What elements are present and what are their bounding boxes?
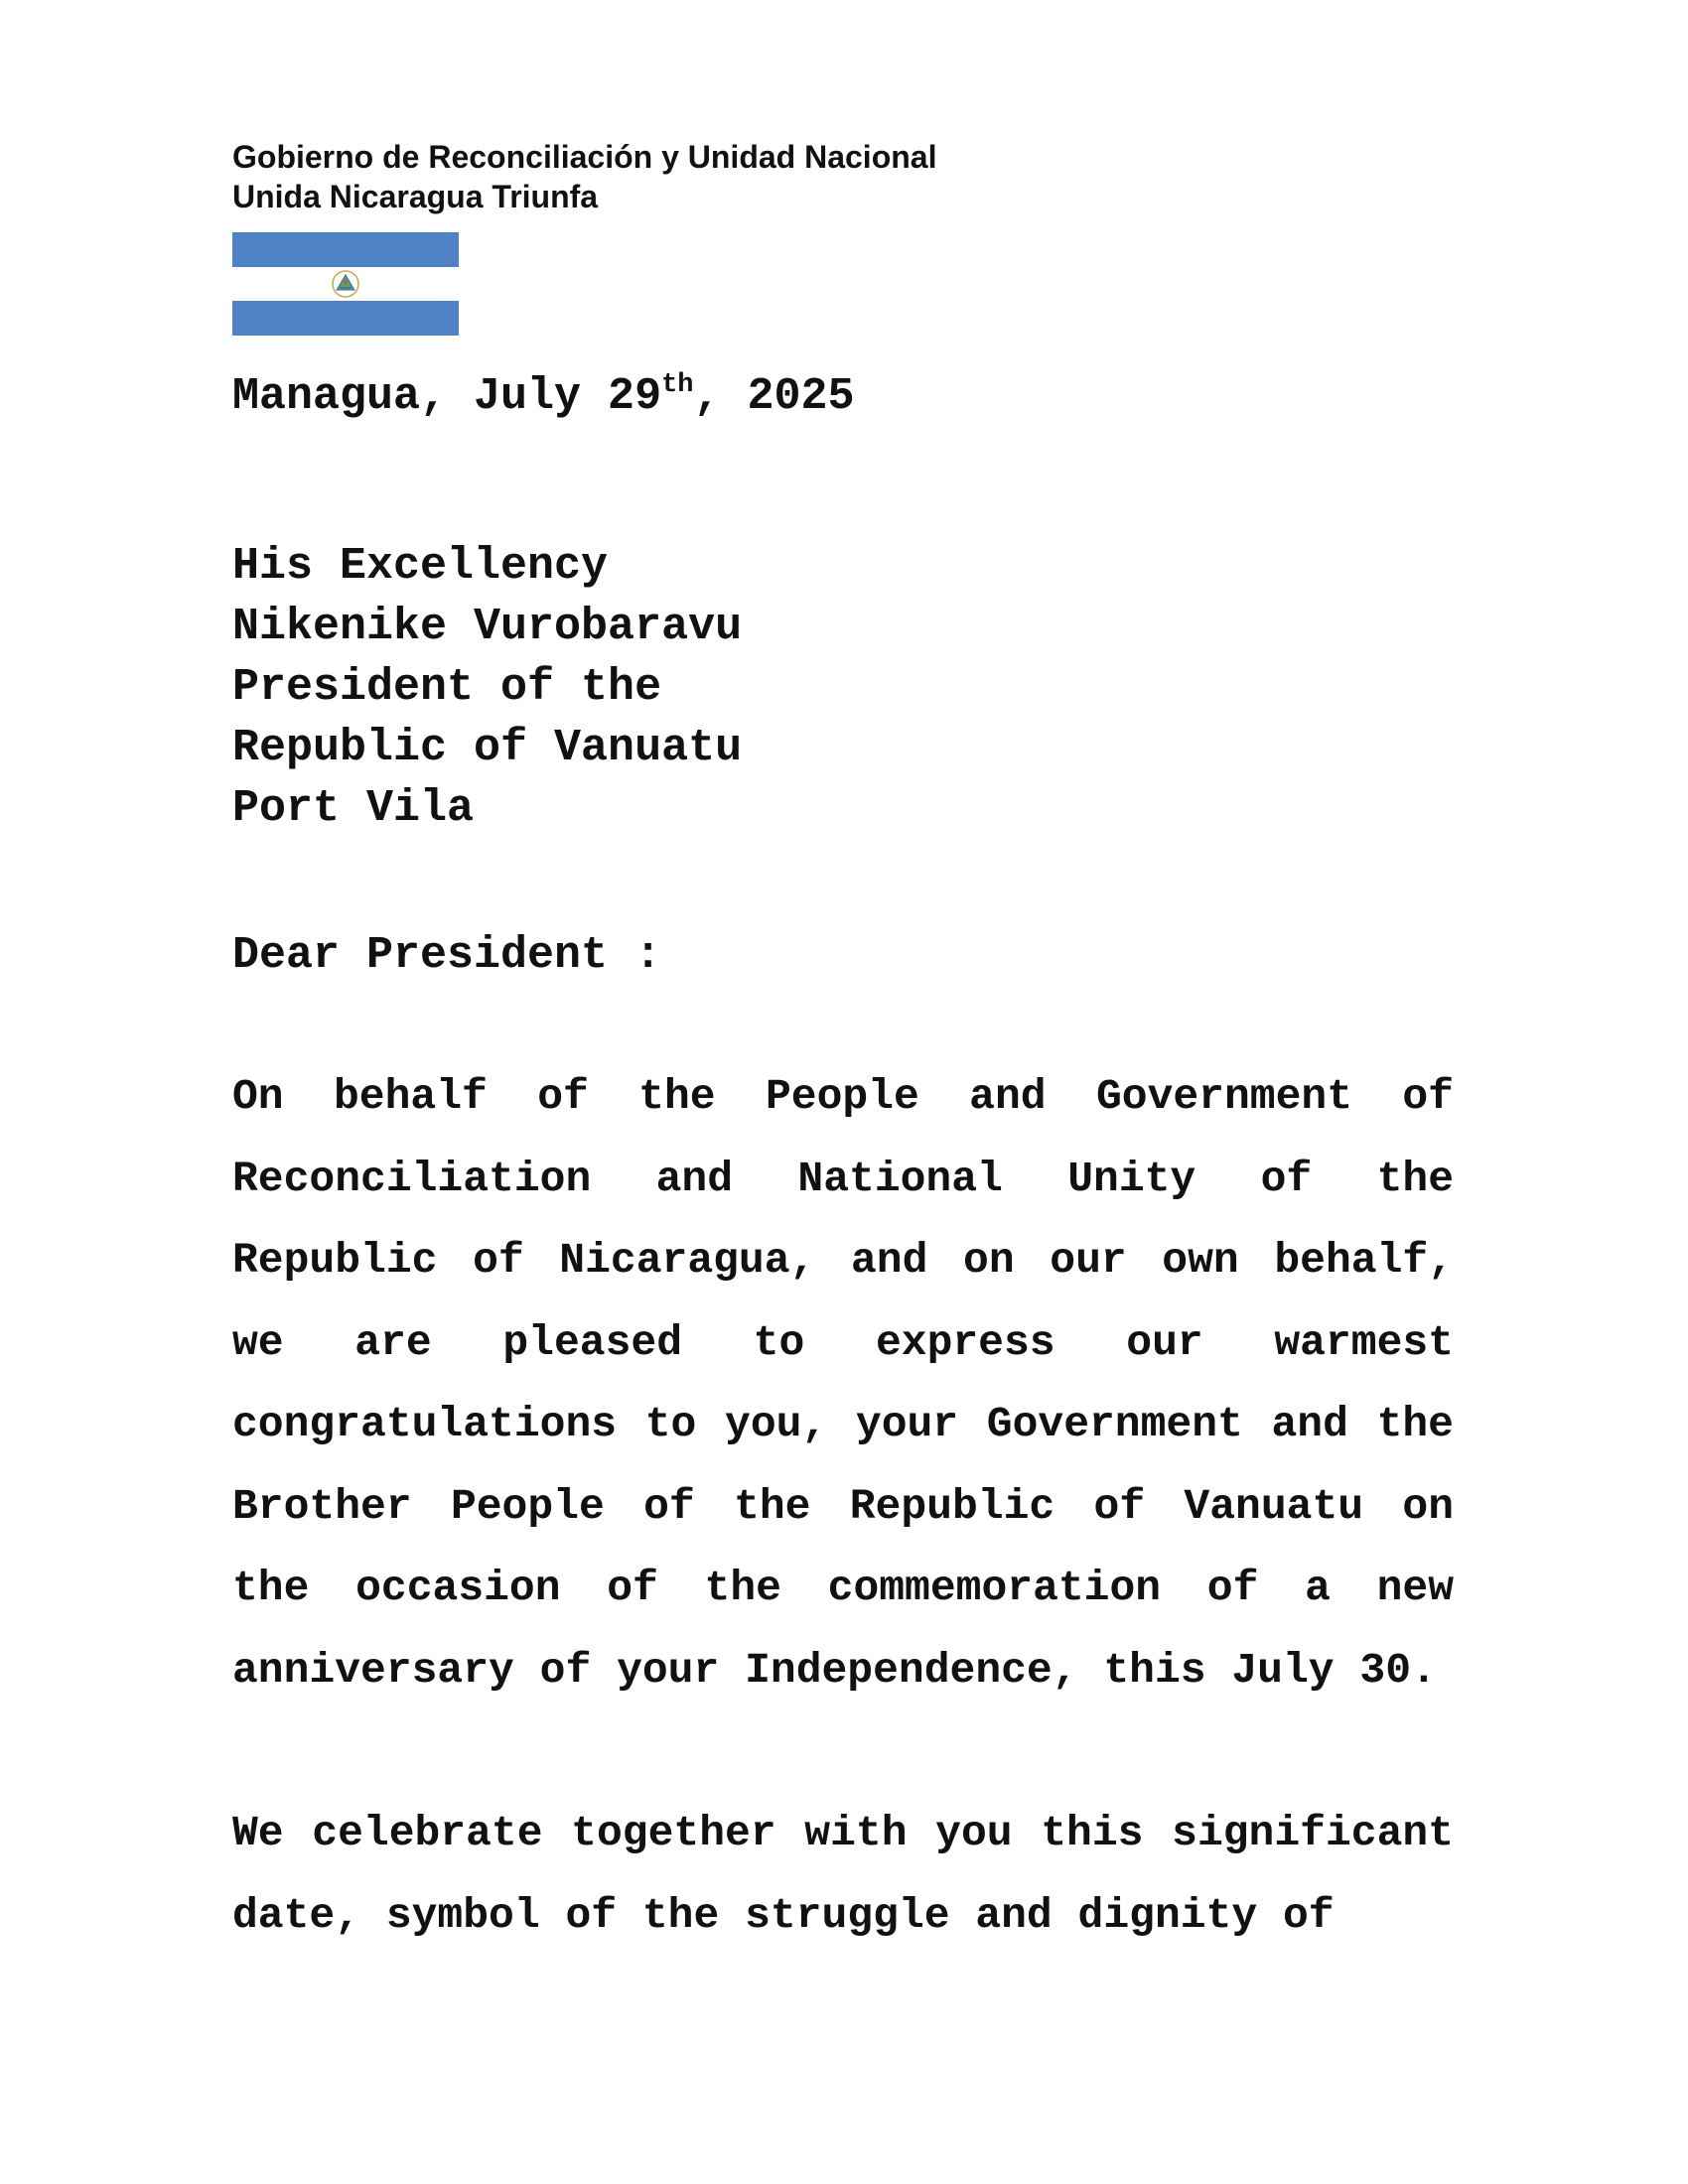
- date-year: , 2025: [693, 371, 855, 422]
- recipient-position: President of the: [232, 662, 662, 713]
- recipient-address: [232, 536, 742, 839]
- date-ordinal-suffix: th: [661, 370, 694, 400]
- recipient-city: Port Vila: [232, 783, 475, 834]
- recipient-title: His Excellency: [232, 541, 609, 592]
- nicaragua-flag-icon: [232, 232, 459, 336]
- letterhead: [232, 137, 936, 216]
- recipient-name: Nikenike Vurobaravu: [232, 602, 743, 652]
- body-paragraph: We celebrate together with you this significant date, symbol of the struggle and dignity of: [232, 1809, 1454, 1940]
- letter-date: [232, 369, 855, 425]
- recipient-country: Republic of Vanuatu: [232, 723, 743, 773]
- body-paragraph: On behalf of the People and Government of Reconciliation and National Unity of the Republic of Nicaragua, and on our own behalf, we are pleased to express our warmest congratulations to you, your Government and the Brother People of the Republic of Vanuatu on the occasion of the commemoration of a new anniversary of your Independence, this July 30.: [232, 1072, 1454, 1695]
- letterhead-government-name: Gobierno de Reconciliación y Unidad Nacional: [232, 139, 937, 175]
- letterhead-slogan: Unida Nicaragua Triunfa: [232, 179, 599, 214]
- date-prefix: Managua, July 29: [232, 371, 662, 422]
- salutation: Dear President :: [232, 930, 662, 981]
